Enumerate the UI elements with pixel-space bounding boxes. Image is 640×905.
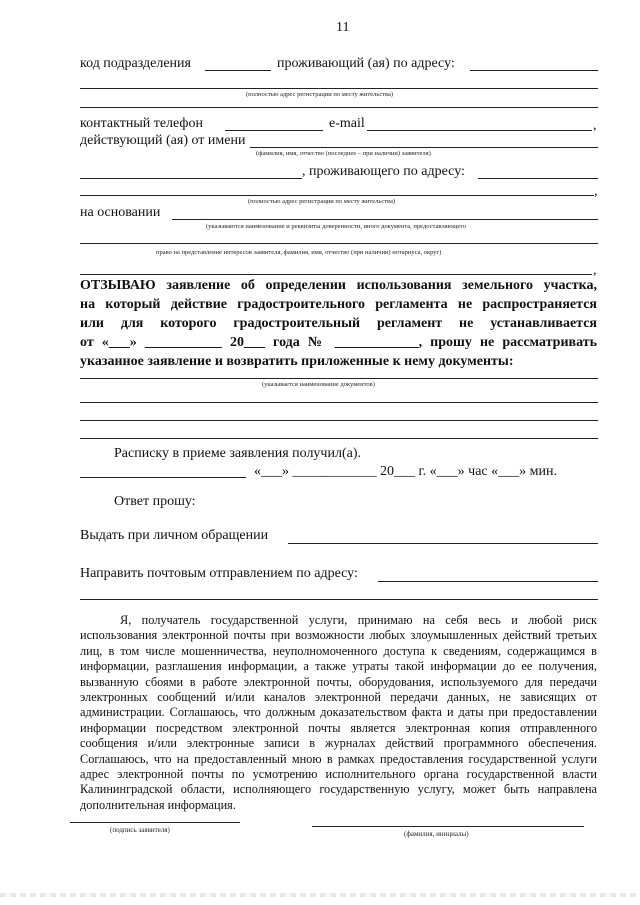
address-comma: , [594,184,598,199]
postal-address-line-2[interactable] [80,599,598,600]
withdraw-line-4: от «___» ___________ 20___ года № ____________, прошу не рассматривать [80,335,597,350]
consent-line: использования электронной почты при возможности любых злоумышленных действий третьих [80,628,597,643]
consent-line: информации, разглашения информации, а также утраты такой информации до ее получения, [80,659,597,674]
caption-basis-2: право на представление интересов заявителя, фамилия, имя, отчество (при наличии) нотариуса, округ) [156,249,442,256]
receipt-date-line[interactable]: «___» ____________ 20___ г. «___» час «___» мин. [254,464,557,479]
in-person-option: Выдать при личном обращении [80,528,269,543]
caption-basis-1: (указываются наименование и реквизиты доверенности, иного документа, предоставляющего [206,223,467,230]
in-person-field[interactable] [288,543,598,544]
caption-residence-2: (полностью адрес регистрации по месту жительства) [248,198,396,205]
principal-address-field[interactable] [478,178,598,179]
scan-artifact-strip [0,893,640,897]
residing-at-2-label: , проживающего по адресу: [302,164,465,179]
consent-line: администрации. Соглашаюсь, что должным доказательством факта и даты при предоставлении [80,705,597,720]
documents-field[interactable] [80,378,598,379]
consent-line: адрес электронной почты по усмотрению исполнительного органа государственной власти [80,767,597,782]
consent-line: сообщения и/или электронные записи в журналах действий программного обеспечения. [80,736,597,751]
caption-applicant-signature: (подпись заявителя) [110,826,170,834]
principal-name-line-2[interactable] [80,178,302,179]
consent-line: Калининградской области, исполняющего государственную услугу, может быть направлена [80,782,597,797]
documents-line-4[interactable] [80,438,598,439]
acting-on-behalf-label: действующий (ая) от имени [80,133,246,148]
by-post-option: Направить почтовым отправлением по адресу: [80,566,358,581]
consent-paragraph [80,613,597,813]
email-comma: , [593,118,597,133]
on-basis-label: на основании [80,205,161,220]
caption-name-initials: (фамилия, инициалы) [404,830,469,838]
caption-documents: (указывается наименование документов) [262,381,375,388]
consent-line: информации посредством электронной почты является электронная копия отправленного [80,720,597,735]
answer-label: Ответ прошу: [114,494,196,509]
withdraw-line-1: ОТЗЫВАЮ заявление об определении использования земельного участка, [80,278,597,293]
consent-line: вызванную сбоями в работе электронной почты, оборудования, используемого для передачи [80,674,597,689]
basis-comma: , [593,263,597,278]
receipt-recipient-field[interactable] [80,477,246,478]
consent-line: Я, получатель государственной услуги, принимаю на себя весь и любой риск [120,613,597,627]
principal-name-field[interactable] [250,147,598,148]
phone-field[interactable] [225,130,323,131]
caption-residence: (полностью адрес регистрации по месту жительства) [246,91,394,98]
residence-address-line-2[interactable] [80,88,598,89]
withdraw-line-2: на который действие градостроительного регламента не распространяется [80,297,597,312]
caption-applicant-name: (фамилия, имя, отчество (последнее – при наличии) заявителя) [256,150,431,157]
consent-line: лиц, в том числе мошенничества, неуполномоченного доступа к сведениям, содержащимся в [80,643,597,658]
withdraw-line-5: указанное заявление и возвратить приложенные к нему документы: [80,354,514,369]
subdivision-code-label: код подразделения [80,56,191,71]
email-label: e-mail [329,116,365,131]
page-number: 11 [336,20,350,35]
withdraw-line-3: или для которого градостроительный регламент не устанавливается [80,316,597,331]
documents-line-3[interactable] [80,420,598,421]
residing-at-label: проживающий (ая) по адресу: [277,56,455,71]
postal-address-field[interactable] [378,581,598,582]
withdraw-statement [80,276,597,371]
basis-document-line-3[interactable] [80,274,592,275]
applicant-signature-field[interactable] [70,822,240,823]
basis-document-field[interactable] [172,219,598,220]
name-initials-field[interactable] [312,826,584,827]
subdivision-code-field[interactable] [205,70,271,71]
residence-address-field[interactable] [470,70,598,71]
residence-address-line-3[interactable] [80,107,598,108]
phone-label: контактный телефон [80,116,203,131]
consent-line: Соглашаюсь, что на предоставленный мною в рамках предоставления государственной услуги [80,751,597,766]
principal-address-line-2[interactable] [80,195,594,196]
documents-line-2[interactable] [80,402,598,403]
consent-line: электронных сообщений и/или каналов электронной передачи данных, не зависящих от [80,690,597,705]
email-field[interactable] [367,130,592,131]
receipt-label: Расписку в приеме заявления получил(а). [114,446,361,461]
basis-document-line-2[interactable] [80,243,598,244]
consent-line: дополнительная информация. [80,797,236,812]
